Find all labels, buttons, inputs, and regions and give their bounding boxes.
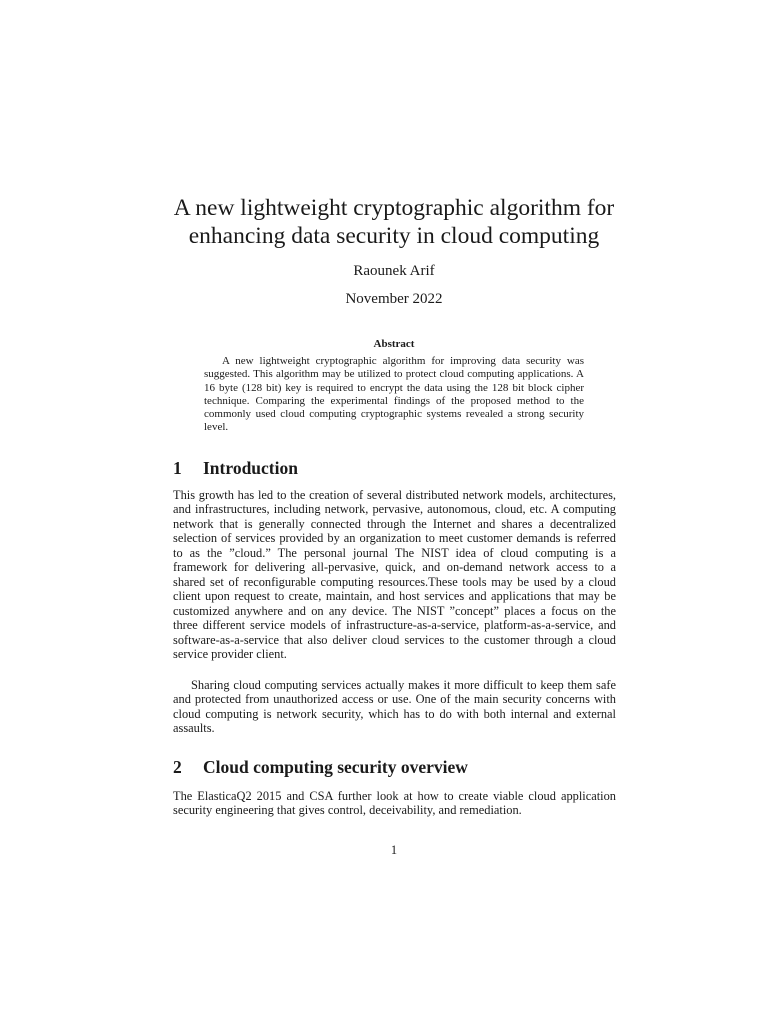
paper-title: [100, 194, 688, 250]
paper-title-line-2: enhancing data security in cloud computing: [188, 223, 600, 249]
body-paragraph: Sharing cloud computing services actually makes it more difficult to keep them safe and protected from unauthorized access or use. One of the main security concerns with cloud computing is network security, which has to do with both internal and external assaults.: [173, 678, 616, 736]
section-heading-introduction: [173, 457, 623, 479]
body-paragraph: The ElasticaQ2 2015 and CSA further look at how to create viable cloud application security engineering that gives control, deceivability, and remediation.: [173, 789, 616, 818]
section-heading-cloud-security-overview: [173, 756, 623, 778]
section-title: Introduction: [203, 458, 298, 478]
section-number: 1: [173, 458, 182, 478]
abstract-heading: Abstract: [373, 338, 415, 350]
paper-date: November 2022: [345, 291, 443, 307]
abstract-body: A new lightweight cryptographic algorithm for improving data security was suggested. This algorithm may be utilized to protect cloud computing applications. A 16 byte (128 bit) key is required to encrypt the data using the 128 bit block cipher technique. Comparing the experimental findings of the proposed method to the commonly used cloud computing cryptographic systems revealed a strong security level.: [204, 355, 584, 434]
body-paragraph: This growth has led to the creation of several distributed network models, architectures, and infrastructures, including network, pervasive, autonomous, cloud, etc. A computing network that is generally connected through the Internet and shares a decentralized selection of services provided by an organization to meet customer demands is referred to as the ”cloud.” The personal journal The NIST idea of cloud computing is a framework for delivering all-pervasive, quick, and on-demand network access to a shared set of reconfigurable computing resources.These tools may be used by a cloud client upon request to create, maintain, and host services and applications that may be customized anywhere and on any device. The NIST ”concept” places a focus on the three different service models of infrastructure-as-a-service, platform-as-a-service, and software-as-a-service that also deliver cloud services to the customer through a cloud service provider client.: [173, 488, 616, 661]
paper-author: Raounek Arif: [353, 263, 435, 279]
section-title: Cloud computing security overview: [203, 757, 468, 777]
section-number: 2: [173, 757, 182, 777]
page-number: 1: [390, 843, 398, 857]
paper-title-line-1: A new lightweight cryptographic algorithm for: [173, 195, 615, 221]
